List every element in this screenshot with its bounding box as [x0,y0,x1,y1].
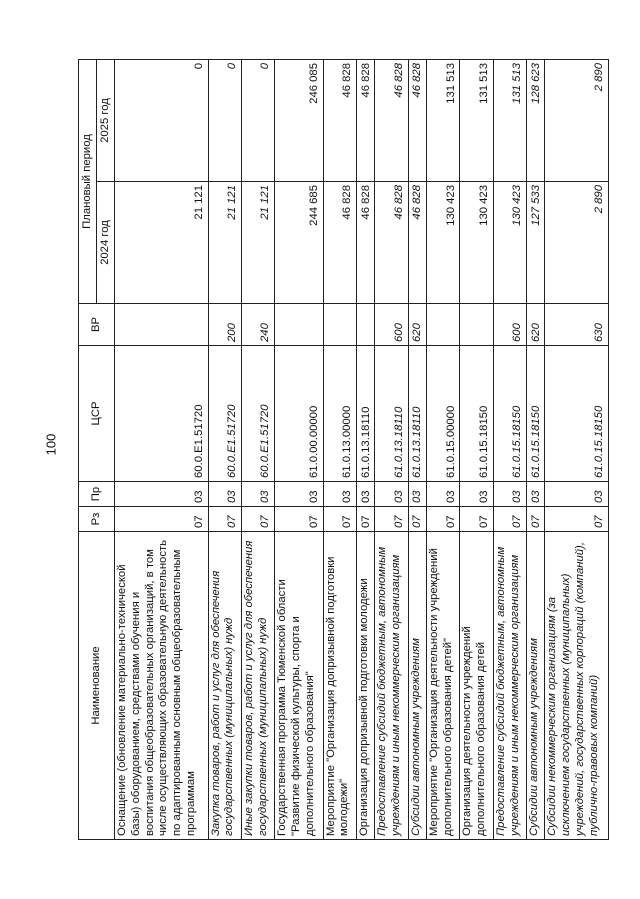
cell-2024: 46 828 [375,182,408,304]
header-year-2025: 2025 год [97,60,115,182]
cell-2025: 46 828 [323,60,356,182]
cell-name: Субсидии автономным учреждениям [408,532,426,840]
cell-rz: 07 [427,507,460,532]
cell-name: Мероприятие "Организация допризывной подготовки молодежи" [323,532,356,840]
table-row [460,60,493,840]
cell-pr: 03 [375,482,408,507]
cell-2024: 21 121 [208,182,241,304]
table-row [545,60,609,840]
cell-2024: 130 423 [493,182,526,304]
cell-name: Предоставление субсидий бюджетным, автономным учреждениям и иным некоммерческим организациям [375,532,408,840]
cell-vr: 620 [527,304,545,346]
table-row [493,60,526,840]
cell-pr: 03 [427,482,460,507]
cell-vr [115,304,209,346]
cell-rz: 07 [375,507,408,532]
cell-name: Субсидии некоммерческим организациям (за исключением государственных (муниципальных) учреждений, государственных корпораций (компаний), публично-правовых компаний) [545,532,609,840]
cell-name: Оснащение (обновление материально-технической базы) оборудованием, средствами обучения и воспитания общеобразовательных организаций, в том числе осуществляющих образовательную деятельность по адаптированным основным общеобразовательным программам [115,532,209,840]
cell-rz: 07 [357,507,375,532]
cell-rz: 07 [323,507,356,532]
cell-name: Иные закупки товаров, работ и услуг для обеспечения государственных (муниципальных) нужд [241,532,274,840]
cell-pr: 03 [357,482,375,507]
cell-2024: 130 423 [460,182,493,304]
budget-table [78,59,609,840]
cell-rz: 07 [241,507,274,532]
cell-vr: 620 [408,304,426,346]
cell-name: Закупка товаров, работ и услуг для обеспечения государственных (муниципальных) нужд [208,532,241,840]
cell-2024: 244 685 [275,182,323,304]
cell-rz: 07 [460,507,493,532]
page-number: 100 [43,433,59,456]
table-row [275,60,323,840]
header-csr: ЦСР [79,346,115,482]
cell-2024: 46 828 [408,182,426,304]
cell-csr: 61.0.15.18150 [545,346,609,482]
cell-name: Государственная программа Тюменской области "Развитие физической культуры, спорта и дополнительного образования" [275,532,323,840]
cell-rz: 07 [493,507,526,532]
cell-2024: 127 533 [527,182,545,304]
cell-name: Субсидии автономным учреждениям [527,532,545,840]
cell-rz: 07 [115,507,209,532]
cell-csr: 61.0.15.18150 [460,346,493,482]
cell-name: Организация деятельности учреждений дополнительного образования детей [460,532,493,840]
cell-vr: 240 [241,304,274,346]
header-planned-period: Плановый период [79,60,97,304]
cell-rz: 07 [408,507,426,532]
cell-2025: 0 [208,60,241,182]
cell-pr: 03 [527,482,545,507]
cell-2025: 128 623 [527,60,545,182]
cell-vr: 630 [545,304,609,346]
table-header [79,60,115,840]
cell-rz: 07 [545,507,609,532]
cell-vr: 200 [208,304,241,346]
cell-2025: 131 513 [427,60,460,182]
cell-pr: 03 [115,482,209,507]
table-row [208,60,241,840]
cell-name: Мероприятие "Организация деятельности учреждений дополнительного образования детей" [427,532,460,840]
cell-vr: 600 [493,304,526,346]
table-row [357,60,375,840]
cell-2025: 46 828 [408,60,426,182]
header-pr: Пр [79,482,115,507]
cell-pr: 03 [545,482,609,507]
cell-csr: 60.0.Е1.51720 [208,346,241,482]
table-body [115,60,609,840]
cell-pr: 03 [241,482,274,507]
cell-csr: 60.0.Е1.51720 [115,346,209,482]
cell-2024: 130 423 [427,182,460,304]
table-row [323,60,356,840]
cell-vr [357,304,375,346]
table-row [115,60,209,840]
cell-2025: 46 828 [375,60,408,182]
header-vr: ВР [79,304,115,346]
cell-2024: 46 828 [357,182,375,304]
cell-2025: 2 890 [545,60,609,182]
cell-2025: 246 085 [275,60,323,182]
cell-csr: 61.0.15.00000 [427,346,460,482]
cell-2024: 46 828 [323,182,356,304]
cell-csr: 60.0.Е1.51720 [241,346,274,482]
cell-2024: 2 890 [545,182,609,304]
cell-2024: 21 121 [115,182,209,304]
cell-name: Предоставление субсидий бюджетным, автономным учреждениям и иным некоммерческим организациям [493,532,526,840]
table-row [408,60,426,840]
cell-pr: 03 [493,482,526,507]
header-name: Наименование [79,532,115,840]
cell-name: Организация допризывной подготовки молодежи [357,532,375,840]
cell-vr [275,304,323,346]
cell-pr: 03 [323,482,356,507]
cell-csr: 61.0.13.18110 [357,346,375,482]
table-row [241,60,274,840]
header-rz: Рз [79,507,115,532]
cell-pr: 03 [275,482,323,507]
cell-rz: 07 [275,507,323,532]
budget-table-wrapper [78,60,609,840]
cell-vr [323,304,356,346]
cell-pr: 03 [460,482,493,507]
cell-vr: 600 [375,304,408,346]
cell-pr: 03 [208,482,241,507]
cell-csr: 61.0.00.00000 [275,346,323,482]
table-row [427,60,460,840]
cell-2025: 46 828 [357,60,375,182]
cell-2025: 0 [241,60,274,182]
cell-csr: 61.0.15.18150 [527,346,545,482]
cell-rz: 07 [527,507,545,532]
cell-2025: 131 513 [460,60,493,182]
table-row [375,60,408,840]
cell-csr: 61.0.13.18110 [408,346,426,482]
cell-csr: 61.0.13.18110 [375,346,408,482]
cell-rz: 07 [208,507,241,532]
header-year-2024: 2024 год [97,182,115,304]
cell-csr: 61.0.13.00000 [323,346,356,482]
cell-vr [460,304,493,346]
cell-2024: 21 121 [241,182,274,304]
table-row [527,60,545,840]
cell-csr: 61.0.15.18150 [493,346,526,482]
cell-pr: 03 [408,482,426,507]
cell-2025: 131 513 [493,60,526,182]
cell-2025: 0 [115,60,209,182]
cell-vr [427,304,460,346]
